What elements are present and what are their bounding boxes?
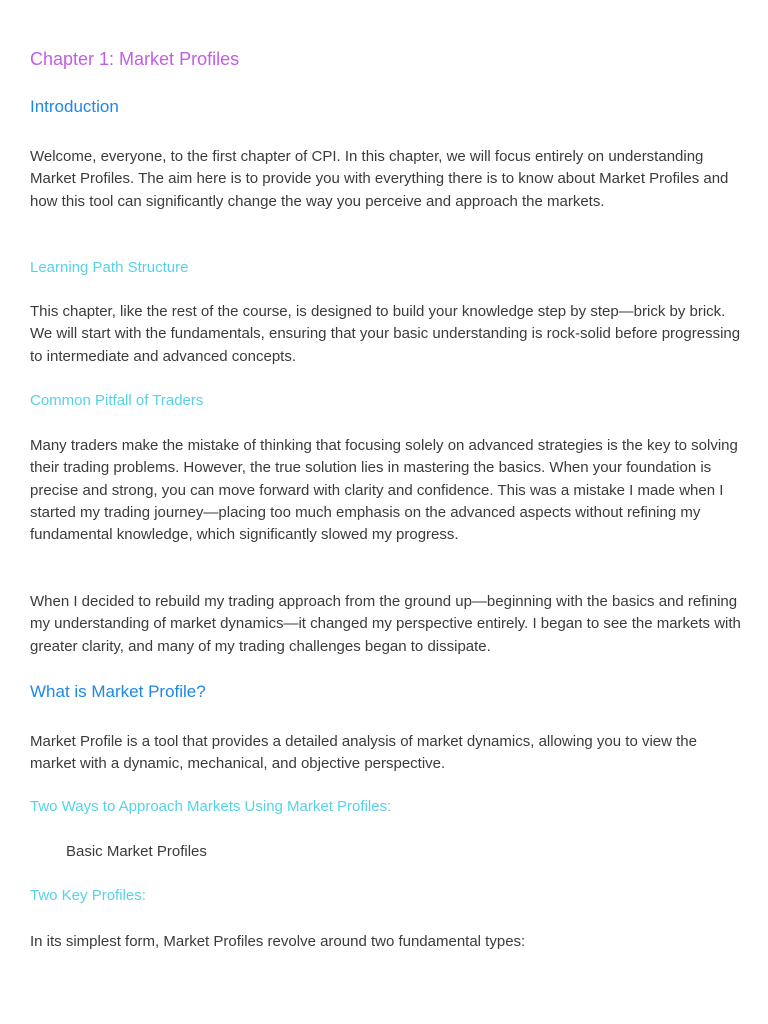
what-is-heading: What is Market Profile?	[30, 682, 206, 701]
learning-path-heading: Learning Path Structure	[30, 259, 189, 276]
two-key-heading: Two Key Profiles:	[30, 887, 146, 904]
introduction-heading: Introduction	[30, 97, 119, 116]
two-ways-heading: Two Ways to Approach Markets Using Market Profiles:	[30, 798, 392, 815]
two-key-paragraph: In its simplest form, Market Profiles revolve around two fundamental types:	[30, 933, 526, 950]
what-is-paragraph: Market Profile is a tool that provides a detailed analysis of market dynamics, allowing you to view the market with a dynamic, mechanical, and objective perspective.	[30, 733, 697, 773]
pitfall-paragraph-2: When I decided to rebuild my trading approach from the ground up—beginning with the basics and refining my understanding of market dynamics—it changed my perspective entirely. I began to see the markets with greater clarity, and many of my trading challenges began to dissipate.	[30, 593, 741, 655]
learning-path-paragraph: This chapter, like the rest of the course, is designed to build your knowledge step by step—brick by brick. We will start with the fundamentals, ensuring that your basic understanding is rock-solid before progressing to intermediate and advanced concepts.	[30, 303, 741, 365]
pitfall-heading: Common Pitfall of Traders	[30, 392, 204, 409]
pitfall-paragraph-1: Many traders make the mistake of thinking that focusing solely on advanced strategies is the key to solving their trading problems. However, the true solution lies in mastering the basics. When your foundation is precise and strong, you can move forward with clarity and confidence. This was a mistake I made when I started my trading journey—placing too much emphasis on the advanced aspects without refining my fundamental knowledge, which significantly slowed my progress.	[30, 437, 738, 544]
chapter-title: Chapter 1: Market Profiles	[30, 49, 240, 69]
basic-profiles-item: Basic Market Profiles	[66, 843, 207, 860]
introduction-paragraph: Welcome, everyone, to the first chapter of CPI. In this chapter, we will focus entirely on understanding Market Profiles. The aim here is to provide you with everything there is to know about Market Profiles and how this tool can significantly change the way you perceive and approach the markets.	[30, 148, 729, 210]
